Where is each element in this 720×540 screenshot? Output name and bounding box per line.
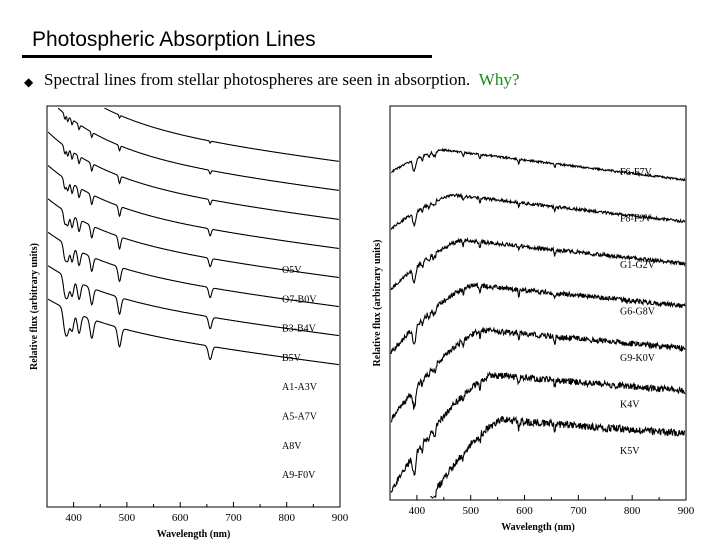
x-tick-label: 900 — [331, 512, 349, 524]
spectral-type-label: K4V — [620, 399, 640, 411]
spectral-type-label: K5V — [620, 446, 640, 457]
y-axis-label: Relative flux (arbitrary units) — [29, 243, 40, 370]
x-tick-label: 400 — [408, 505, 426, 517]
spectral-type-label: A9-F0V — [282, 470, 316, 482]
spectrum-line — [58, 108, 339, 190]
spectral-type-label: B5V — [282, 352, 301, 364]
x-axis-label: Wavelength (nm) — [156, 529, 231, 540]
x-axis-label: Wavelength (nm) — [501, 522, 575, 533]
spectrum-line — [391, 327, 685, 421]
slide-title: Photospheric Absorption Lines — [32, 28, 316, 51]
diamond-bullet-icon: ◆ — [24, 75, 34, 89]
spectral-type-label: G9-K0V — [620, 353, 655, 364]
spectrum-line — [48, 165, 339, 248]
spectral-type-label: F8-F9V — [620, 213, 652, 225]
bullet-text — [44, 70, 519, 90]
x-tick-label: 500 — [462, 505, 479, 517]
spectral-type-label: A1-A3V — [282, 382, 317, 394]
spectral-type-label: A8V — [282, 440, 302, 452]
spectral-type-label: G1-G2V — [620, 260, 655, 271]
cool-stars-spectra-chart — [360, 100, 720, 540]
spectral-type-label: A5-A7V — [282, 411, 317, 423]
spectral-type-label: O5V — [282, 265, 302, 276]
x-tick-label: 800 — [278, 512, 295, 524]
x-tick-label: 600 — [171, 512, 189, 524]
spectral-type-label: B3-B4V — [282, 323, 316, 335]
y-axis-label: Relative flux (arbitrary units) — [372, 239, 383, 367]
hot-stars-spectra-chart — [0, 100, 360, 540]
x-tick-label: 800 — [623, 505, 641, 517]
title-underline — [22, 55, 432, 58]
spectral-type-label: G6-G8V — [620, 306, 655, 318]
x-tick-label: 600 — [516, 505, 533, 517]
x-tick-label: 700 — [570, 505, 587, 517]
spectral-type-label: O7-B0V — [282, 294, 317, 306]
bullet-main-text: Spectral lines from stellar photospheres are seen in absorption. — [44, 70, 471, 89]
bullet-question: Why? — [478, 70, 520, 89]
x-tick-label: 400 — [65, 512, 82, 524]
x-tick-label: 900 — [677, 505, 695, 517]
x-tick-label: 500 — [118, 512, 136, 524]
spectrum-line — [430, 417, 685, 498]
spectral-type-label: F6-F7V — [620, 167, 652, 178]
x-tick-label: 700 — [225, 512, 242, 524]
spectrum-line — [48, 132, 339, 219]
